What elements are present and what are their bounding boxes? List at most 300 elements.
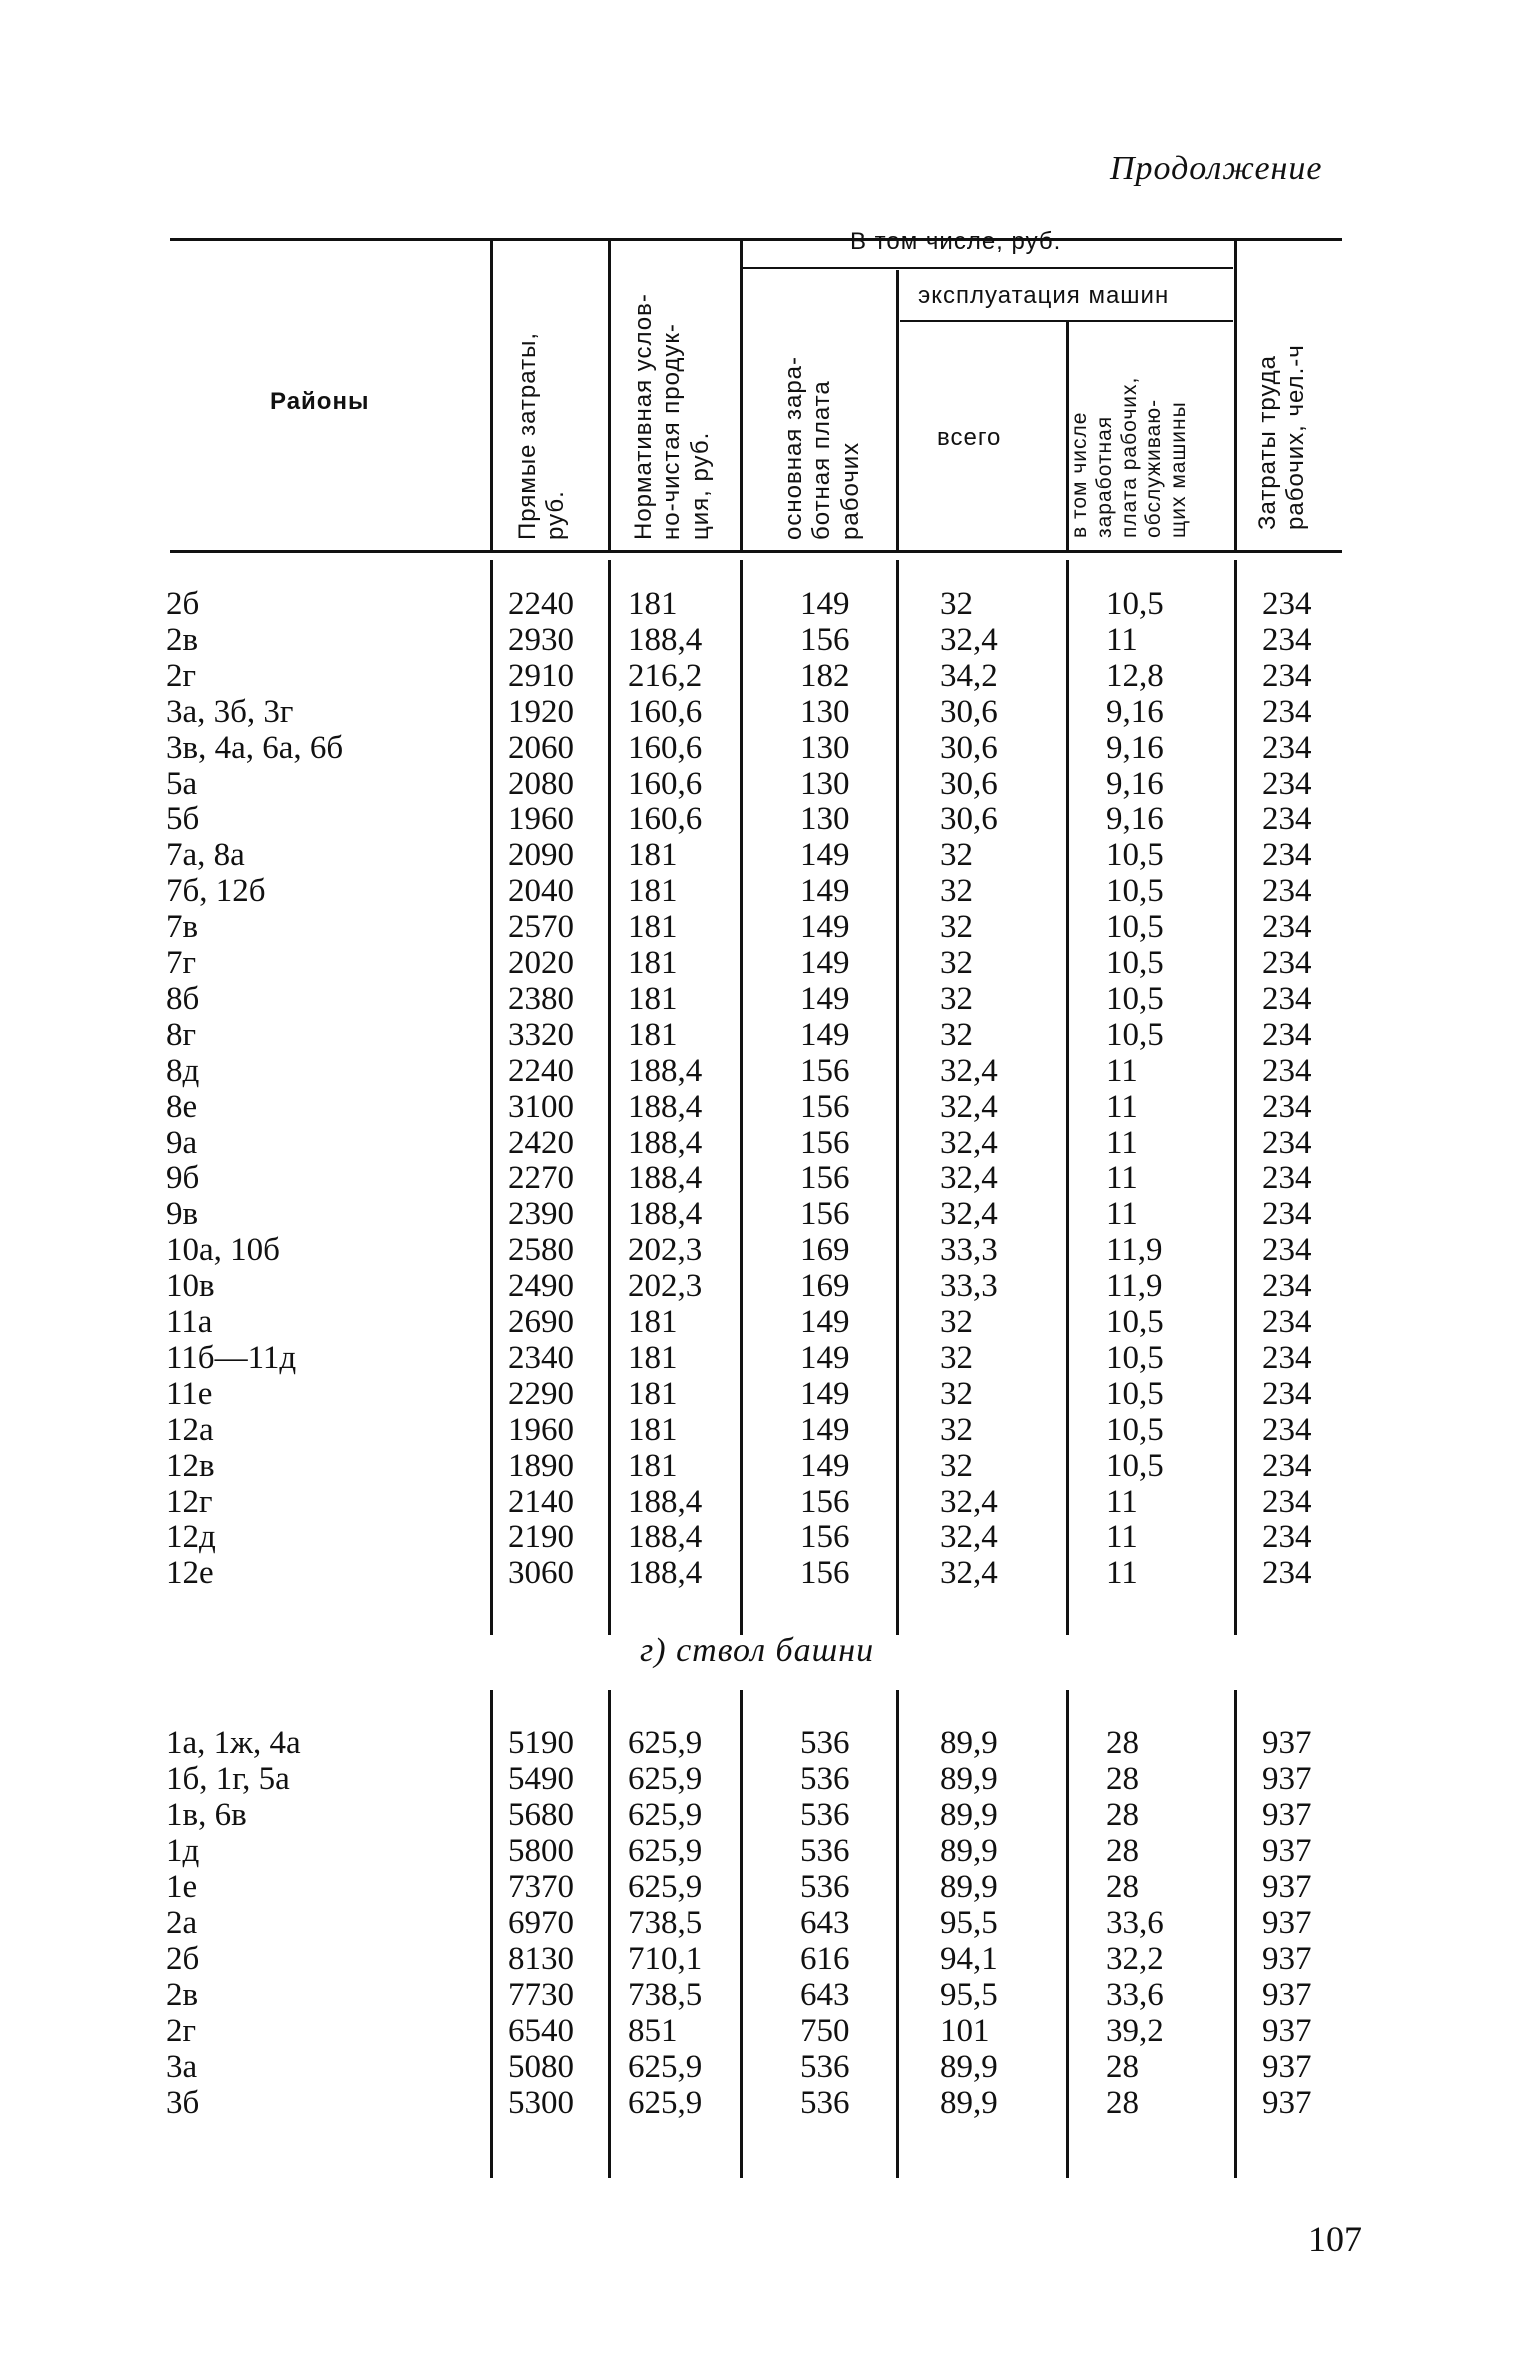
- region-cell: 7г: [166, 945, 197, 981]
- machine-total-cell: 32: [940, 1411, 973, 1448]
- machine-wage-cell: 9,16: [1106, 693, 1164, 730]
- region-cell: 9б: [166, 1160, 200, 1197]
- table-row: [0, 622, 1524, 658]
- region-cell: 8г: [166, 1016, 197, 1053]
- normative-net-cell: 181: [628, 1339, 678, 1376]
- machine-total-cell: 32: [940, 873, 973, 910]
- labor-costs-cell: 234: [1262, 1088, 1312, 1125]
- normative-net-cell: 188,4: [628, 1483, 703, 1520]
- machine-wage-cell: 10,5: [1106, 586, 1164, 622]
- machine-wage-cell: 10,5: [1106, 1411, 1164, 1448]
- header-regions: Районы: [270, 388, 370, 415]
- header-direct-costs: Прямые затраты, руб.: [514, 332, 570, 540]
- machine-total-cell: 32: [940, 945, 973, 981]
- direct-costs-cell: 5680: [508, 1797, 574, 1833]
- machine-wage-cell: 11: [1106, 1483, 1138, 1520]
- region-cell: 5а: [166, 765, 198, 802]
- continuation-label: Продолжение: [1110, 150, 1323, 187]
- machine-wage-cell: 28: [1106, 1869, 1139, 1905]
- machine-wage-cell: 28: [1106, 1761, 1139, 1797]
- table-row: [0, 658, 1524, 694]
- header-base-wage: основная зара- ботная плата рабочих: [780, 355, 864, 540]
- labor-costs-cell: 234: [1262, 873, 1312, 910]
- direct-costs-cell: 3100: [508, 1088, 574, 1125]
- machine-wage-cell: 10,5: [1106, 837, 1164, 874]
- direct-costs-cell: 2240: [508, 586, 574, 622]
- base-wage-cell: 149: [800, 1375, 850, 1412]
- machine-wage-cell: 10,5: [1106, 980, 1164, 1017]
- base-wage-cell: 182: [800, 657, 850, 694]
- labor-costs-cell: 234: [1262, 1124, 1312, 1161]
- region-cell: 2б: [166, 1941, 200, 1977]
- machine-total-cell: 32: [940, 1339, 973, 1376]
- header-vline-3: [740, 238, 743, 550]
- table-row: [0, 1376, 1524, 1412]
- labor-costs-cell: 937: [1262, 1761, 1312, 1797]
- labor-costs-cell: 937: [1262, 1905, 1312, 1941]
- direct-costs-cell: 1960: [508, 801, 574, 838]
- direct-costs-cell: 6540: [508, 2013, 574, 2049]
- direct-costs-cell: 2420: [508, 1124, 574, 1161]
- machine-wage-cell: 10,5: [1106, 909, 1164, 946]
- machine-total-cell: 32: [940, 1304, 973, 1340]
- direct-costs-cell: 7730: [508, 1977, 574, 2013]
- table-row: [0, 1196, 1524, 1232]
- table-row: [0, 1519, 1524, 1555]
- table-row: [0, 1941, 1524, 1977]
- machine-total-cell: 32,4: [940, 1555, 998, 1592]
- table-row: [0, 586, 1524, 622]
- region-cell: 1в, 6в: [166, 1797, 247, 1833]
- normative-net-cell: 188,4: [628, 1124, 703, 1161]
- base-wage-cell: 149: [800, 1339, 850, 1376]
- table-row: [0, 2049, 1524, 2085]
- machine-wage-cell: 33,6: [1106, 1977, 1164, 2013]
- normative-net-cell: 625,9: [628, 1761, 703, 1797]
- region-cell: 1д: [166, 1833, 200, 1869]
- machine-total-cell: 32,4: [940, 1088, 998, 1125]
- normative-net-cell: 181: [628, 873, 678, 910]
- machine-wage-cell: 28: [1106, 1797, 1139, 1833]
- header-total: всего: [937, 424, 1002, 451]
- machine-total-cell: 32,4: [940, 1160, 998, 1197]
- direct-costs-cell: 2690: [508, 1304, 574, 1340]
- machine-wage-cell: 11: [1106, 621, 1138, 658]
- table-row: [0, 1797, 1524, 1833]
- region-cell: 7а, 8а: [166, 837, 245, 874]
- direct-costs-cell: 1890: [508, 1447, 574, 1484]
- labor-costs-cell: 234: [1262, 1232, 1312, 1269]
- table-row: [0, 909, 1524, 945]
- base-wage-cell: 149: [800, 1304, 850, 1340]
- table-row: [0, 1412, 1524, 1448]
- direct-costs-cell: 2040: [508, 873, 574, 910]
- machine-wage-cell: 28: [1106, 2049, 1139, 2085]
- machine-wage-cell: 10,5: [1106, 1304, 1164, 1340]
- base-wage-cell: 536: [800, 2085, 850, 2121]
- normative-net-cell: 202,3: [628, 1268, 703, 1305]
- direct-costs-cell: 2060: [508, 729, 574, 766]
- normative-net-cell: 188,4: [628, 1088, 703, 1125]
- region-cell: 10а, 10б: [166, 1232, 280, 1269]
- machine-total-cell: 89,9: [940, 1761, 998, 1797]
- base-wage-cell: 130: [800, 729, 850, 766]
- normative-net-cell: 188,4: [628, 1519, 703, 1556]
- machine-total-cell: 89,9: [940, 2085, 998, 2121]
- normative-net-cell: 202,3: [628, 1232, 703, 1269]
- labor-costs-cell: 234: [1262, 657, 1312, 694]
- machine-total-cell: 89,9: [940, 1797, 998, 1833]
- table-row: [0, 730, 1524, 766]
- base-wage-cell: 149: [800, 1411, 850, 1448]
- normative-net-cell: 181: [628, 1411, 678, 1448]
- normative-net-cell: 181: [628, 1447, 678, 1484]
- region-cell: 7в: [166, 909, 199, 946]
- base-wage-cell: 169: [800, 1232, 850, 1269]
- table-row: [0, 1268, 1524, 1304]
- header-bottom-rule: [170, 550, 1342, 553]
- normative-net-cell: 160,6: [628, 801, 703, 838]
- machine-wage-cell: 10,5: [1106, 945, 1164, 981]
- machine-wage-cell: 9,16: [1106, 801, 1164, 838]
- direct-costs-cell: 1960: [508, 1411, 574, 1448]
- normative-net-cell: 188,4: [628, 1052, 703, 1089]
- machine-wage-cell: 10,5: [1106, 873, 1164, 910]
- direct-costs-cell: 5800: [508, 1833, 574, 1869]
- machine-total-cell: 30,6: [940, 729, 998, 766]
- normative-net-cell: 710,1: [628, 1941, 703, 1977]
- labor-costs-cell: 234: [1262, 1519, 1312, 1556]
- region-cell: 7б, 12б: [166, 873, 266, 910]
- normative-net-cell: 625,9: [628, 1797, 703, 1833]
- base-wage-cell: 156: [800, 1555, 850, 1592]
- machine-total-cell: 32: [940, 1375, 973, 1412]
- region-cell: 1а, 1ж, 4а: [166, 1725, 301, 1761]
- including-rule: [743, 267, 1233, 269]
- direct-costs-cell: 2190: [508, 1519, 574, 1556]
- region-cell: 8д: [166, 1052, 200, 1089]
- normative-net-cell: 181: [628, 1304, 678, 1340]
- machine-wage-cell: 10,5: [1106, 1447, 1164, 1484]
- region-cell: 9а: [166, 1124, 198, 1161]
- machine-wage-cell: 12,8: [1106, 657, 1164, 694]
- header-vline-4: [896, 270, 899, 550]
- region-cell: 11б—11д: [166, 1339, 297, 1376]
- machine-total-cell: 95,5: [940, 1905, 998, 1941]
- labor-costs-cell: 234: [1262, 980, 1312, 1017]
- base-wage-cell: 149: [800, 873, 850, 910]
- labor-costs-cell: 234: [1262, 1268, 1312, 1305]
- base-wage-cell: 750: [800, 2013, 850, 2049]
- machine-total-cell: 95,5: [940, 1977, 998, 2013]
- table-row: [0, 1125, 1524, 1161]
- direct-costs-cell: 1920: [508, 693, 574, 730]
- region-cell: 2б: [166, 586, 200, 622]
- base-wage-cell: 156: [800, 1088, 850, 1125]
- header-labor-costs: Затраты труда рабочих, чел.-ч: [1254, 344, 1310, 530]
- labor-costs-cell: 234: [1262, 1555, 1312, 1592]
- machine-wage-cell: 11: [1106, 1160, 1138, 1197]
- header-normative-net: Нормативная услов- но-чистая продук- ция, руб.: [630, 293, 714, 540]
- labor-costs-cell: 937: [1262, 1977, 1312, 2013]
- table-row: [0, 1160, 1524, 1196]
- labor-costs-cell: 234: [1262, 1411, 1312, 1448]
- normative-net-cell: 625,9: [628, 2049, 703, 2085]
- labor-costs-cell: 234: [1262, 1339, 1312, 1376]
- machine-total-cell: 34,2: [940, 657, 998, 694]
- machine-total-cell: 89,9: [940, 1725, 998, 1761]
- labor-costs-cell: 234: [1262, 909, 1312, 946]
- table-row: [0, 801, 1524, 837]
- machine-wage-cell: 11: [1106, 1555, 1138, 1592]
- machine-total-cell: 32: [940, 980, 973, 1017]
- base-wage-cell: 156: [800, 1519, 850, 1556]
- direct-costs-cell: 2490: [508, 1268, 574, 1305]
- labor-costs-cell: 234: [1262, 729, 1312, 766]
- normative-net-cell: 625,9: [628, 2085, 703, 2121]
- base-wage-cell: 536: [800, 1761, 850, 1797]
- region-cell: 3б: [166, 2085, 200, 2121]
- table-row: [0, 1053, 1524, 1089]
- machine-wage-cell: 11: [1106, 1124, 1138, 1161]
- labor-costs-cell: 234: [1262, 1196, 1312, 1233]
- machine-wage-cell: 9,16: [1106, 765, 1164, 802]
- machine-total-cell: 33,3: [940, 1232, 998, 1269]
- direct-costs-cell: 2270: [508, 1160, 574, 1197]
- labor-costs-cell: 234: [1262, 1304, 1312, 1340]
- direct-costs-cell: 2340: [508, 1339, 574, 1376]
- region-cell: 12г: [166, 1483, 213, 1520]
- machine-total-cell: 33,3: [940, 1268, 998, 1305]
- labor-costs-cell: 937: [1262, 2049, 1312, 2085]
- table-row: [0, 1448, 1524, 1484]
- region-cell: 8б: [166, 980, 200, 1017]
- labor-costs-cell: 937: [1262, 1725, 1312, 1761]
- region-cell: 5б: [166, 801, 200, 838]
- header-machine-wage: в том числе заработная плата рабочих, обслуживаю- щих машины: [1068, 376, 1191, 538]
- base-wage-cell: 130: [800, 693, 850, 730]
- region-cell: 2г: [166, 2013, 197, 2049]
- labor-costs-cell: 937: [1262, 1941, 1312, 1977]
- header-machine-operation: эксплуатация машин: [918, 282, 1170, 309]
- base-wage-cell: 643: [800, 1905, 850, 1941]
- table-row: [0, 1304, 1524, 1340]
- machine-total-cell: 32,4: [940, 1052, 998, 1089]
- labor-costs-cell: 234: [1262, 693, 1312, 730]
- machine-total-cell: 30,6: [940, 693, 998, 730]
- machine-total-cell: 32,4: [940, 1483, 998, 1520]
- machine-wage-cell: 28: [1106, 1833, 1139, 1869]
- base-wage-cell: 149: [800, 837, 850, 874]
- region-cell: 12в: [166, 1447, 215, 1484]
- normative-net-cell: 181: [628, 837, 678, 874]
- machine-wage-cell: 28: [1106, 1725, 1139, 1761]
- base-wage-cell: 156: [800, 1483, 850, 1520]
- region-cell: 3в, 4а, 6а, 6б: [166, 729, 344, 766]
- base-wage-cell: 536: [800, 2049, 850, 2085]
- normative-net-cell: 625,9: [628, 1833, 703, 1869]
- base-wage-cell: 156: [800, 1124, 850, 1161]
- region-cell: 8е: [166, 1088, 198, 1125]
- machine-wage-cell: 11,9: [1106, 1232, 1163, 1269]
- table-row: [0, 1977, 1524, 2013]
- base-wage-cell: 536: [800, 1797, 850, 1833]
- labor-costs-cell: 234: [1262, 1160, 1312, 1197]
- normative-net-cell: 181: [628, 980, 678, 1017]
- machine-total-cell: 32: [940, 1447, 973, 1484]
- base-wage-cell: 149: [800, 586, 850, 622]
- direct-costs-cell: 5080: [508, 2049, 574, 2085]
- base-wage-cell: 149: [800, 1447, 850, 1484]
- table-row: [0, 873, 1524, 909]
- machine-total-cell: 32,4: [940, 1519, 998, 1556]
- machine-total-cell: 30,6: [940, 765, 998, 802]
- normative-net-cell: 181: [628, 909, 678, 946]
- machine-total-cell: 30,6: [940, 801, 998, 838]
- normative-net-cell: 625,9: [628, 1869, 703, 1905]
- machine-total-cell: 32: [940, 1016, 973, 1053]
- section-title: г) ствол башни: [640, 1632, 875, 1669]
- normative-net-cell: 181: [628, 1375, 678, 1412]
- direct-costs-cell: 5190: [508, 1725, 574, 1761]
- region-cell: 2в: [166, 1977, 199, 2013]
- machine-total-cell: 89,9: [940, 1833, 998, 1869]
- direct-costs-cell: 2080: [508, 765, 574, 802]
- machine-total-cell: 89,9: [940, 2049, 998, 2085]
- region-cell: 12д: [166, 1519, 216, 1556]
- normative-net-cell: 160,6: [628, 729, 703, 766]
- base-wage-cell: 156: [800, 1160, 850, 1197]
- region-cell: 12а: [166, 1411, 214, 1448]
- machine-total-cell: 94,1: [940, 1941, 998, 1977]
- machine-wage-cell: 11: [1106, 1196, 1138, 1233]
- region-cell: 10в: [166, 1268, 215, 1305]
- table-row: [0, 837, 1524, 873]
- base-wage-cell: 149: [800, 980, 850, 1017]
- direct-costs-cell: 8130: [508, 1941, 574, 1977]
- base-wage-cell: 156: [800, 621, 850, 658]
- labor-costs-cell: 234: [1262, 837, 1312, 874]
- normative-net-cell: 738,5: [628, 1977, 703, 2013]
- base-wage-cell: 536: [800, 1725, 850, 1761]
- labor-costs-cell: 234: [1262, 1052, 1312, 1089]
- normative-net-cell: 851: [628, 2013, 678, 2049]
- table-row: [0, 945, 1524, 981]
- labor-costs-cell: 234: [1262, 1483, 1312, 1520]
- direct-costs-cell: 2290: [508, 1375, 574, 1412]
- table-row: [0, 1555, 1524, 1591]
- machine-wage-cell: 11: [1106, 1052, 1138, 1089]
- header-vline-6: [1234, 238, 1237, 550]
- table-row: [0, 1232, 1524, 1268]
- labor-costs-cell: 234: [1262, 1447, 1312, 1484]
- machine-wage-cell: 10,5: [1106, 1016, 1164, 1053]
- machine-total-cell: 32: [940, 837, 973, 874]
- labor-costs-cell: 937: [1262, 1797, 1312, 1833]
- machine-total-cell: 32,4: [940, 1196, 998, 1233]
- normative-net-cell: 188,4: [628, 1196, 703, 1233]
- machine-total-cell: 32: [940, 586, 973, 622]
- region-cell: 1е: [166, 1869, 198, 1905]
- direct-costs-cell: 2570: [508, 909, 574, 946]
- normative-net-cell: 181: [628, 945, 678, 981]
- machine-total-cell: 32,4: [940, 621, 998, 658]
- labor-costs-cell: 234: [1262, 586, 1312, 622]
- region-cell: 12е: [166, 1555, 214, 1592]
- labor-costs-cell: 234: [1262, 1016, 1312, 1053]
- machine-wage-cell: 11: [1106, 1519, 1138, 1556]
- base-wage-cell: 169: [800, 1268, 850, 1305]
- direct-costs-cell: 2020: [508, 945, 574, 981]
- normative-net-cell: 625,9: [628, 1725, 703, 1761]
- table-row: [0, 1905, 1524, 1941]
- direct-costs-cell: 6970: [508, 1905, 574, 1941]
- base-wage-cell: 149: [800, 945, 850, 981]
- direct-costs-cell: 3060: [508, 1555, 574, 1592]
- machine-wage-cell: 10,5: [1106, 1339, 1164, 1376]
- machine-wage-cell: 28: [1106, 2085, 1139, 2121]
- direct-costs-cell: 2910: [508, 657, 574, 694]
- labor-costs-cell: 937: [1262, 2085, 1312, 2121]
- base-wage-cell: 156: [800, 1052, 850, 1089]
- machine-total-cell: 101: [940, 2013, 990, 2049]
- machine-total-cell: 89,9: [940, 1869, 998, 1905]
- table-row: [0, 2013, 1524, 2049]
- header-including: В том числе, руб.: [850, 228, 1062, 255]
- region-cell: 2г: [166, 657, 197, 694]
- machine-wage-cell: 11,9: [1106, 1268, 1163, 1305]
- region-cell: 9в: [166, 1196, 199, 1233]
- direct-costs-cell: 7370: [508, 1869, 574, 1905]
- header-top-rule: [170, 238, 1342, 241]
- machine-total-cell: 32: [940, 909, 973, 946]
- base-wage-cell: 536: [800, 1833, 850, 1869]
- region-cell: 2а: [166, 1905, 198, 1941]
- region-cell: 3а: [166, 2049, 198, 2085]
- labor-costs-cell: 937: [1262, 1869, 1312, 1905]
- machine-total-cell: 32,4: [940, 1124, 998, 1161]
- header-vline-2: [608, 238, 611, 550]
- machine-wage-cell: 11: [1106, 1088, 1138, 1125]
- direct-costs-cell: 3320: [508, 1016, 574, 1053]
- normative-net-cell: 181: [628, 1016, 678, 1053]
- base-wage-cell: 130: [800, 801, 850, 838]
- table-row: [0, 2085, 1524, 2121]
- base-wage-cell: 536: [800, 1869, 850, 1905]
- labor-costs-cell: 234: [1262, 621, 1312, 658]
- table-row: [0, 1725, 1524, 1761]
- normative-net-cell: 188,4: [628, 1160, 703, 1197]
- machine-wage-cell: 10,5: [1106, 1375, 1164, 1412]
- normative-net-cell: 160,6: [628, 693, 703, 730]
- normative-net-cell: 181: [628, 586, 678, 622]
- labor-costs-cell: 937: [1262, 2013, 1312, 2049]
- region-cell: 3а, 3б, 3г: [166, 693, 294, 730]
- region-cell: 2в: [166, 621, 199, 658]
- direct-costs-cell: 2090: [508, 837, 574, 874]
- labor-costs-cell: 234: [1262, 1375, 1312, 1412]
- machine-wage-cell: 39,2: [1106, 2013, 1164, 2049]
- normative-net-cell: 160,6: [628, 765, 703, 802]
- labor-costs-cell: 234: [1262, 945, 1312, 981]
- region-cell: 1б, 1г, 5а: [166, 1761, 290, 1797]
- table-row: [0, 1484, 1524, 1520]
- table-row: [0, 1089, 1524, 1125]
- header-vline-1: [490, 238, 493, 550]
- labor-costs-cell: 234: [1262, 801, 1312, 838]
- table-row: [0, 1761, 1524, 1797]
- direct-costs-cell: 5490: [508, 1761, 574, 1797]
